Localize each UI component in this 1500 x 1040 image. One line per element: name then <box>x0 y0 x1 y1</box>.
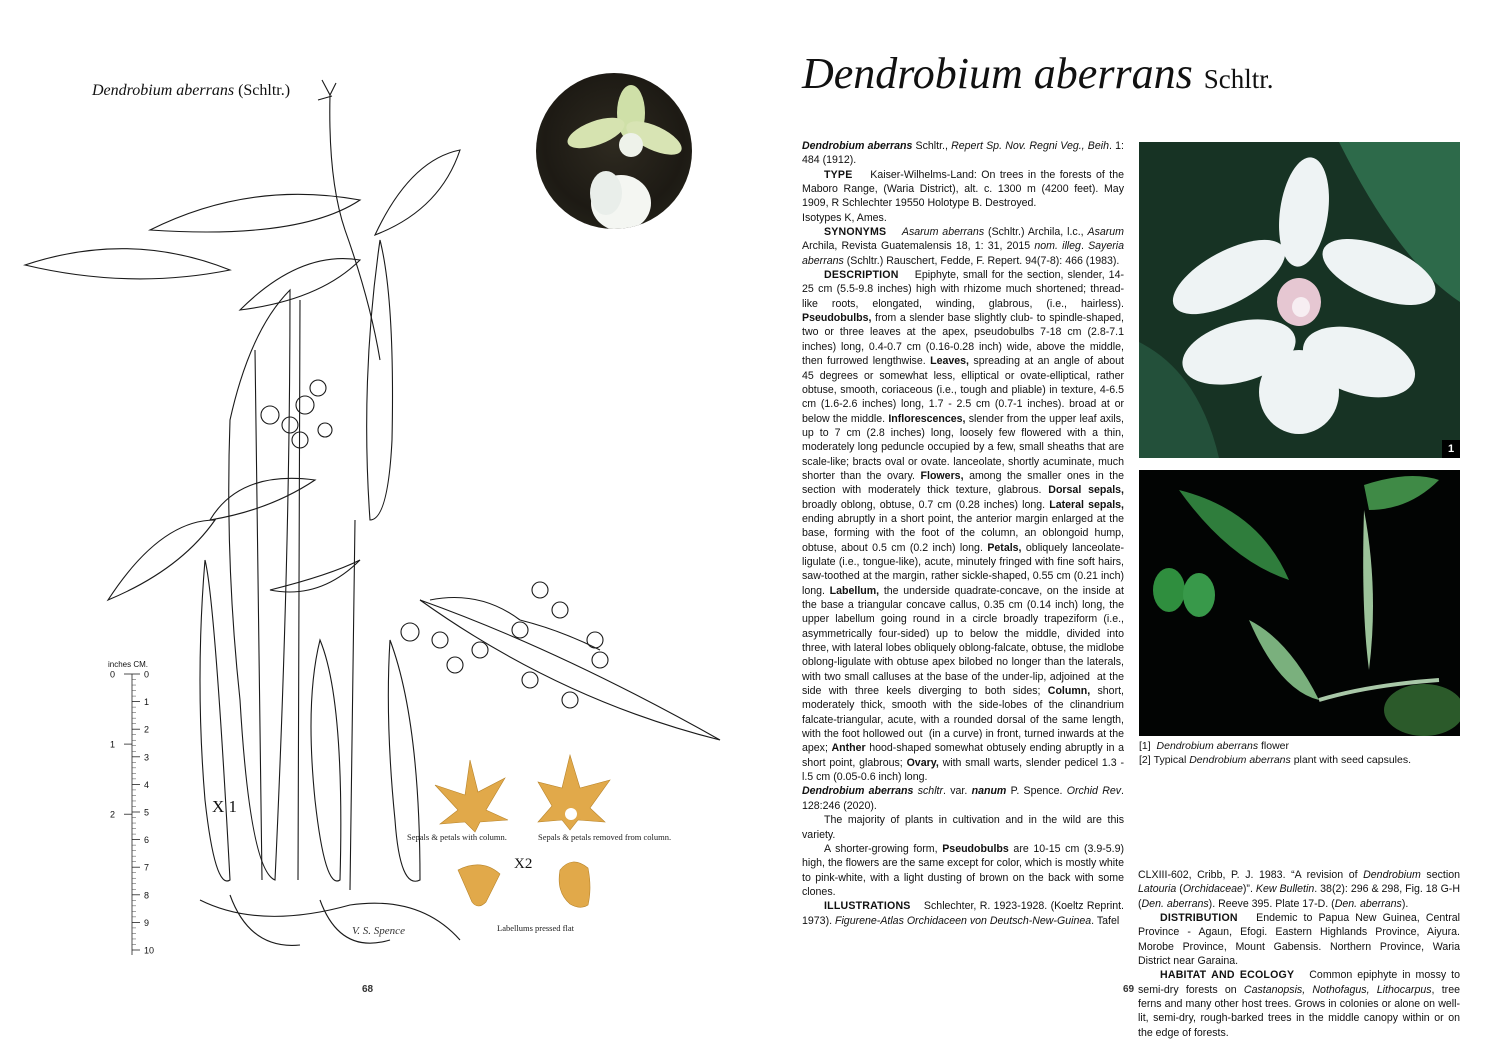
figure-caption-1-species: Dendrobium aberrans <box>1156 740 1259 752</box>
figure-caption-2-num: [2] <box>1139 754 1151 766</box>
leaf-upper-2 <box>25 249 230 279</box>
ruler-cm-label: 7 <box>144 862 150 873</box>
scale-label-x2: X2 <box>514 856 533 872</box>
leaf-long-right <box>420 600 720 740</box>
page-number-right: 69 <box>1123 984 1135 995</box>
ruler-inch-label: 1 <box>110 739 116 750</box>
pseudobulb-4 <box>311 640 341 881</box>
ruler-inch-label: 0 <box>110 669 116 680</box>
leaf-mid-3 <box>270 560 360 592</box>
ruler-cm-label: 2 <box>144 724 150 735</box>
ruler-cm-label: 0 <box>144 669 150 680</box>
leaf-upper-1 <box>150 194 360 232</box>
side-text-column <box>1138 868 1460 1040</box>
ruler-label: inches CM. <box>108 660 149 669</box>
citation-paragraph: Dendrobium aberrans Schltr., Repert Sp. Nov. Regni Veg., Beih. 1: 484 (1912). <box>802 140 1124 167</box>
photo-number-badge: 1 <box>1442 440 1460 458</box>
plate-caption-species: Dendrobium aberrans <box>92 82 235 99</box>
variety-paragraph: Dendrobium aberrans schltr. var. nanum P. Spence. Orchid Rev. 128:246 (2020). <box>802 785 1124 812</box>
variety-note-paragraph: The majority of plants in cultivation and in the wild are this variety. <box>802 814 1124 841</box>
references-paragraph: CLXIII-602, Cribb, P. J. 1983. “A revision of Dendrobium section Latouria (Orchidaceae)”. Kew Bulletin. 38(2): 296 & 298, Fig. 18 G-H (Den. aberrans). Reeve 395. Plate 17-D. (Den. aberrans). <box>1138 869 1460 910</box>
habitat-paragraph: HABITAT AND ECOLOGY Common epiphyte in mossy to semi-dry forests on Castanopsis, Nothofagus, Lithocarpus, tree ferns and many other host trees. Grows in colonies or alone on well-lit, semi-dry, rough-barked trees in the middle canopy within or on the edge of forests. <box>1138 969 1460 1039</box>
isotypes-paragraph: Isotypes K, Ames. <box>802 211 887 224</box>
ruler-cm-label: 10 <box>144 945 155 956</box>
scale-label-x1: X 1 <box>212 797 238 816</box>
figure-caption-1 <box>1139 739 1411 753</box>
right-page <box>750 0 1500 1039</box>
synonyms-paragraph: SYNONYMS Asarum aberrans (Schltr.) Archila, l.c., Asarum Archila, Revista Guatemalensis 18, 1: 31, 2015 nom. illeg. Sayeria aberrans (Schltr.) Rauschert, Fedde, F. Repert. 94(7-8): 466 (1983). <box>802 226 1124 267</box>
pseudobulb-3 <box>200 560 230 881</box>
ruler-cm-label: 4 <box>144 779 150 790</box>
caption-labellums: Labellums pressed flat <box>497 923 574 933</box>
caption-sepals-with-column: Sepals & petals with column. <box>407 832 507 842</box>
ruler-cm-label: 6 <box>144 835 150 846</box>
species-title <box>802 48 1273 99</box>
description-paragraph: DESCRIPTION Epiphyte, small for the section, slender, 14-25 cm (5.5-9.8 inches) high with rhizome much shortened; thread-like roots, elongated, winding, glabrous, (i.e., hairless). Pseudobulbs, from a slender base slightly club- to spindle-shaped, two or three leaves at the apex, pseudobulbs 7-18 cm (2.8-7.1 inches) long, 0.4-0.7 cm (0.16-0.28 inch) wide, above the middle, then furrowed lengthwise. Leaves, spreading at an angle of about 45 degrees or somewhat less, elliptical or ovate-elliptical, rather obtuse, smooth, coriaceous (i.e., tough and pliable) in texture, 4-6.5 cm (1.6-2.6 inches) long, 1.7 - 2.5 cm (0.7-1 inches). broad at or below the middle. Inflorescences, slender from the upper leaf axils, up to 7 cm (2.8 inches) long, loosely few flowered with a thin, moderately long peduncle occupied by a few, small sheaths that are scale-like; bracts oval or ovate. lanceolate, shortly acuminate, much shorter than the ovary. Flowers, among the smaller ones in the section with moderately thick texture, glabrous. Dorsal sepals, broadly oblong, obtuse, 0.7 cm (0.28 inches) long. Lateral sepals, ending abruptly in a short point, the anterior margin enlarged at the base, forming with the foot of the column, an oblongoid hump, obtuse, about 0.5 cm (0.2 inch) long. Petals, obliquely lanceolate-ligulate (i.e., tongue-like), acute, minutely fringed with fine soft hairs, saw-toothed at the margin, rather sickle-shaped, 0.55 cm (0.21 inch) long. Labellum, the underside quadrate-concave, on the inside at the base a triangular concave callus, 0.35 cm (0.14 inch) long, the upper labellum going round in a circle broadly trapeziform (i.e., asymmetrically four-sided) up to below the middle, divided into three, with lateral lobes obliquely oblong-falcate, obtuse, the midlobe oblong-ligulate with obtuse apex bilobed no longer than the laterals, with two small calluses at the base of the under-lip, adjoined at the side with three keels diverging to both sides; Column, short, moderately thick, smooth with the side-lobes of the clinandrium falcate-triangular, acute, with a rounded dorsal of the same length, with the foot hollowed out (in a curve) in front, turned inwards at the apex; Anther hood-shaped somewhat obtusely ending abruptly in a short point, glabrous; Ovary, with small warts, slender pedicel 1.3 - l.5 cm (0.05-0.6 inch) long. <box>802 269 1125 784</box>
variety-description-paragraph: A shorter-growing form, Pseudobulbs are 10-15 cm (3.9-5.9) high, the flowers are the same except for color, which is mostly white to pink-white, with a light dusting of brown on the back with some clones. <box>802 842 1124 898</box>
leaf-mid-1 <box>108 520 215 600</box>
flower-photo <box>1139 142 1460 458</box>
ruler-cm-label: 3 <box>144 752 150 763</box>
figure-caption-2-species: Dendrobium aberrans <box>1189 754 1291 766</box>
figure-captions <box>1139 739 1411 767</box>
ruler-cm-label: 5 <box>144 807 150 818</box>
pseudobulb-1 <box>229 290 290 880</box>
left-page <box>0 0 750 1020</box>
flower-cluster-top <box>261 380 332 448</box>
pseudobulb-5 <box>388 640 420 881</box>
figure-caption-2-text: plant with seed capsules. <box>1290 754 1412 766</box>
type-paragraph: TYPE Kaiser-Wilhelms-Land: On trees in the forests of the Maboro Range, (Waria District), alt. c. 1300 m (4200 feet). May 1909, R Schlechter 19550 Holotype B. Destroyed. <box>802 168 1124 210</box>
distribution-paragraph: DISTRIBUTION Endemic to Papua New Guinea, Central Province - Agaun, Efogi. Eastern Highlands Province, Aiyura. Morobe Province, Mount Gabensis. Northern Province, Waria District near Garaina. <box>1138 912 1460 968</box>
measurement-ruler <box>104 660 164 960</box>
ruler-cm-label: 8 <box>144 890 150 901</box>
plant-photo-graphic <box>1139 470 1460 736</box>
ruler-cm-label: 9 <box>144 917 150 928</box>
flower-closeup-graphic <box>536 73 692 229</box>
species-title-name: Dendrobium aberrans <box>802 49 1193 98</box>
artist-signature: V. S. Spence <box>352 925 405 937</box>
pseudobulb-2 <box>367 240 393 520</box>
figure-caption-1-text: flower <box>1258 740 1290 752</box>
species-title-author: Schltr. <box>1203 64 1274 94</box>
figure-caption-2-pre: Typical <box>1153 754 1190 766</box>
flower-photo-graphic <box>1139 142 1460 458</box>
ruler-cm-label: 1 <box>144 697 150 708</box>
figure-caption-1-num: [1] <box>1139 740 1151 752</box>
plate-caption-author: (Schltr.) <box>238 82 291 99</box>
page-number-left: 68 <box>362 984 374 995</box>
leaf-upper-3 <box>375 150 460 235</box>
flower-cluster-right <box>401 582 608 708</box>
figure-caption-2 <box>1139 753 1411 767</box>
main-text-column <box>802 139 1124 928</box>
flower-roundel-photo <box>536 73 692 229</box>
plant-photo <box>1139 470 1460 736</box>
caption-sepals-removed: Sepals & petals removed from column. <box>538 832 672 842</box>
ruler-inch-label: 2 <box>110 809 116 820</box>
illustrations-paragraph: ILLUSTRATIONS Schlechter, R. 1923-1928. (Koeltz Reprint. 1973). Figurene-Atlas Orchidaceen von Deutsch-New-Guinea. Tafel <box>802 900 1124 927</box>
